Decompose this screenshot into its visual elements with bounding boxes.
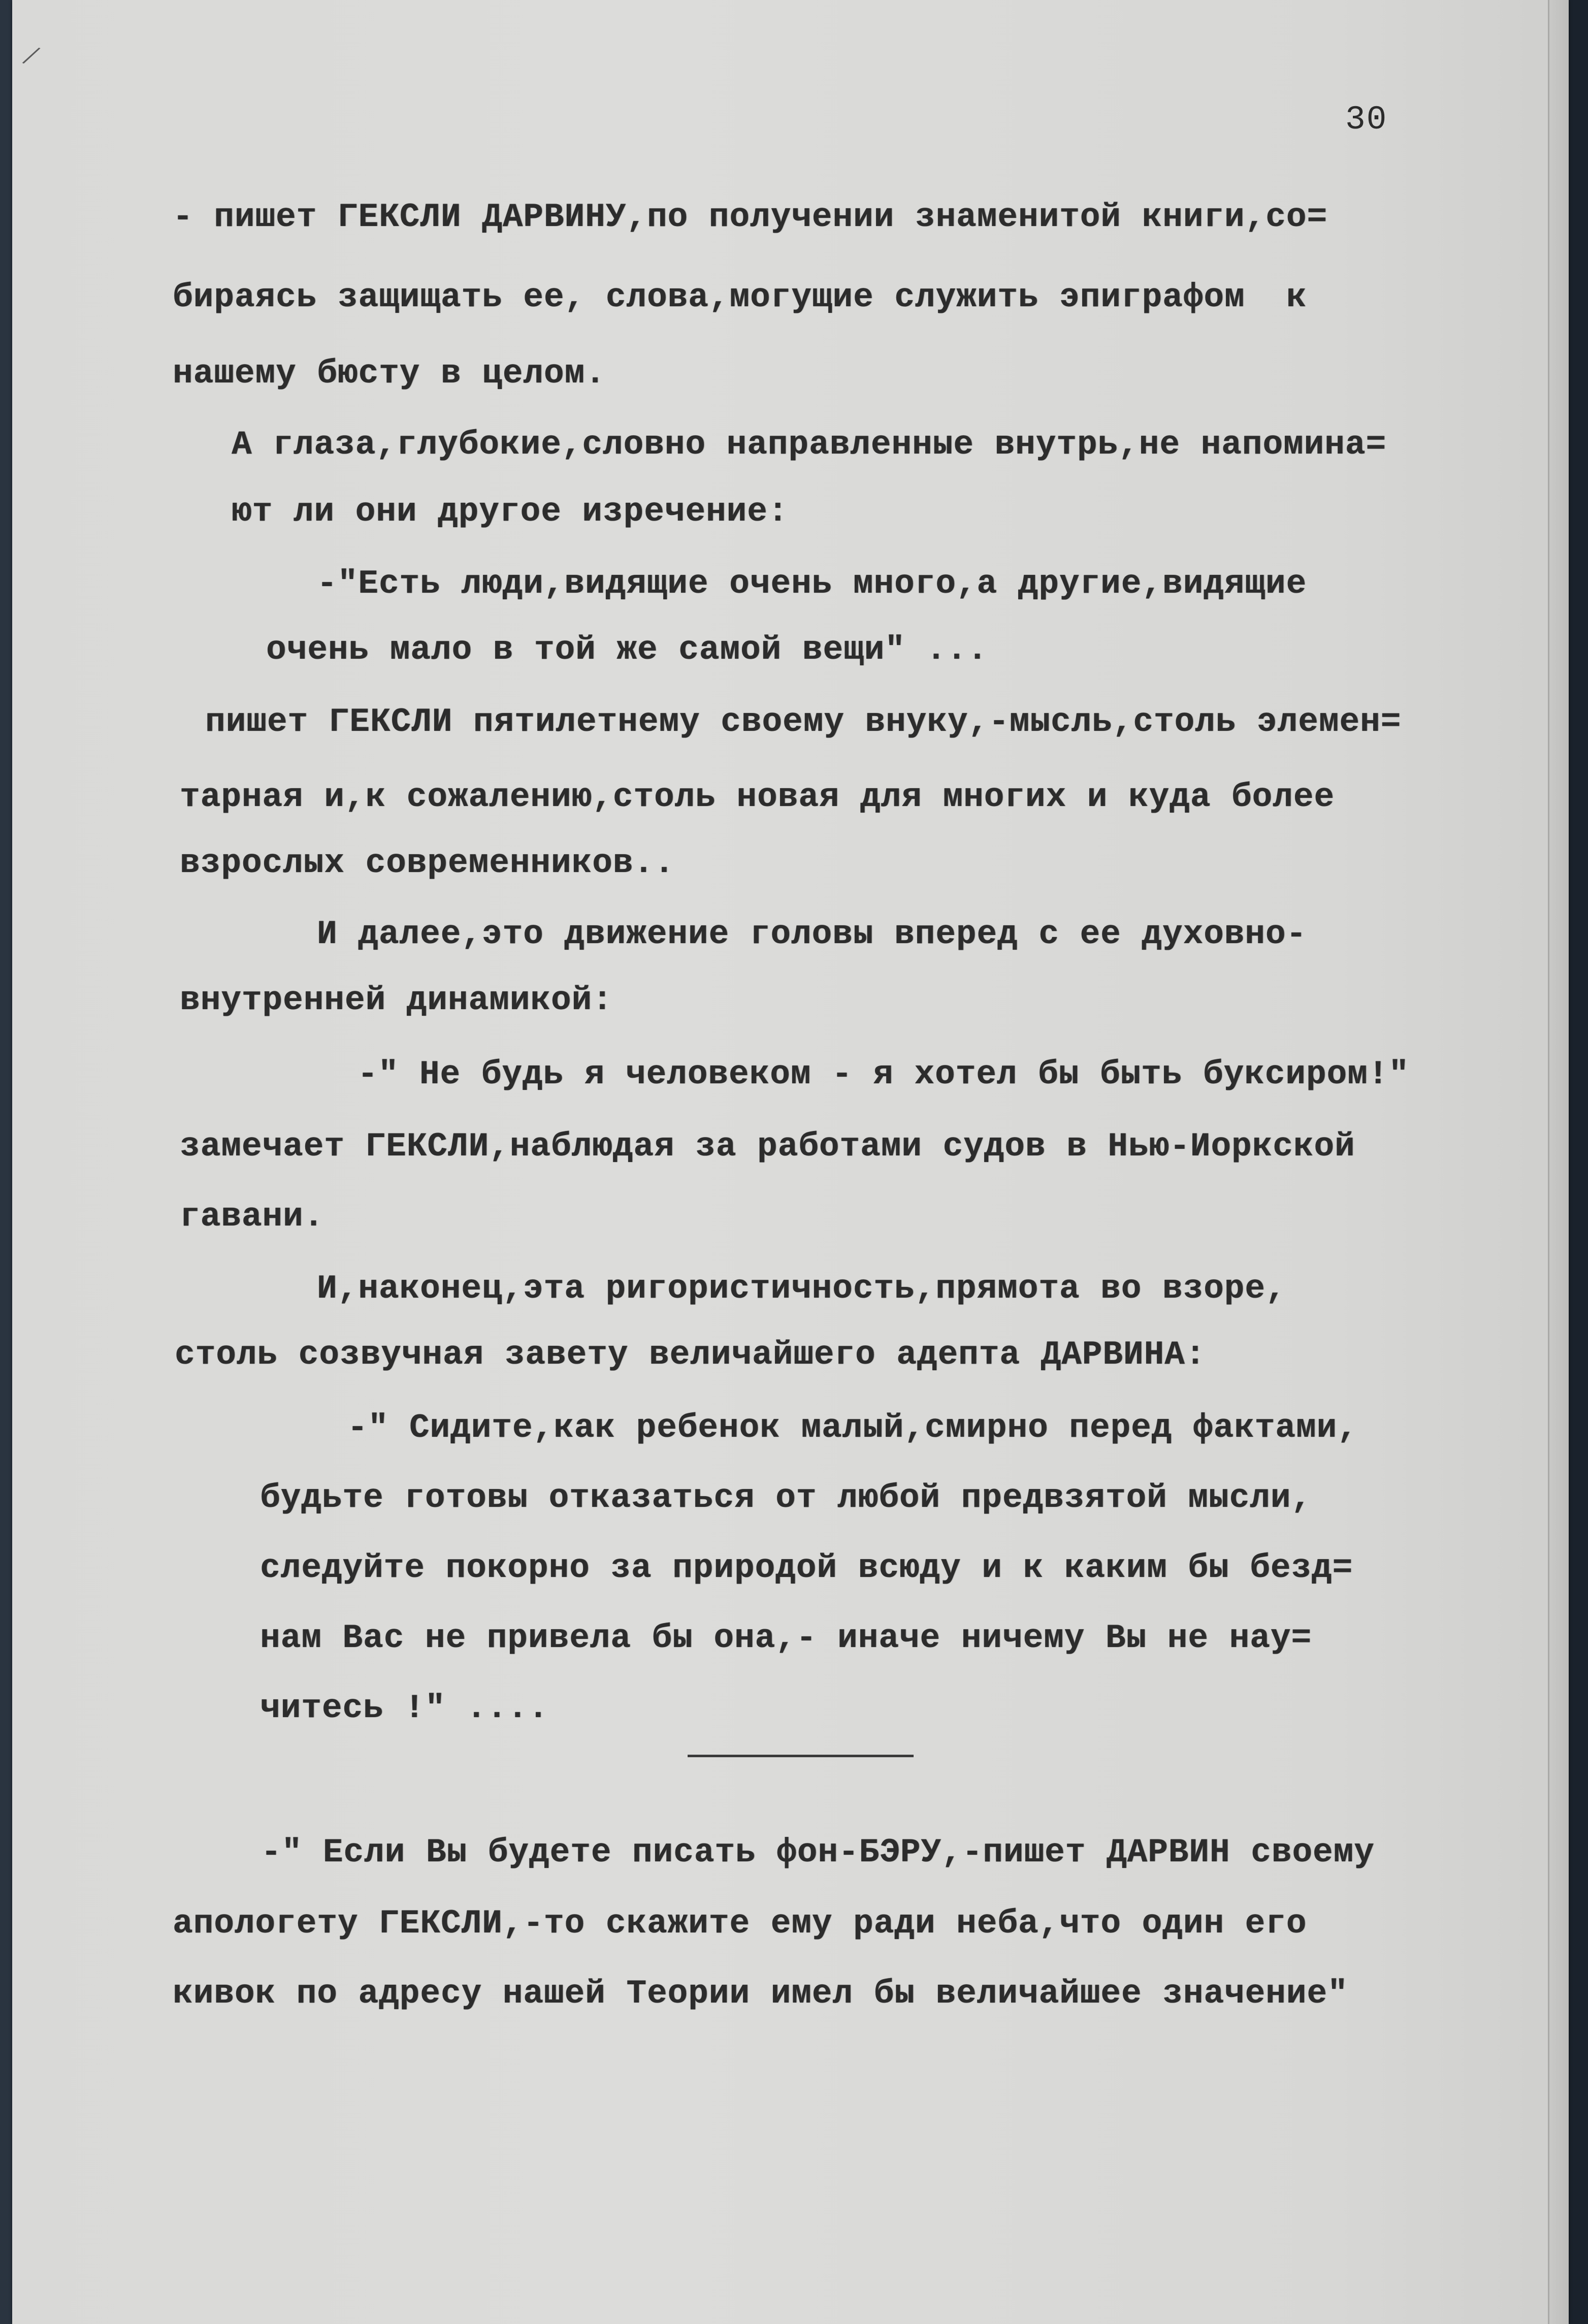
text-line: И,наконец,эта ригористичность,прямота во взоре, [317,1270,1286,1308]
text-line: И далее,это движение головы вперед с ее духовно- [317,915,1307,953]
text-line: пишет ГЕКСЛИ пятилетнему своему внуку,-мысль,столь элемен= [205,703,1402,741]
text-line: А глаза,глубокие,словно направленные внутрь,не напомина= [232,426,1386,464]
quote-line: следуйте покорно за природой всюду и к каким бы безд= [260,1549,1353,1587]
text-line: столь созвучная завету величайшего адепта ДАРВИНА: [175,1336,1206,1374]
text-line: кивок по адресу нашей Теории имел бы величайшее значение" [173,1975,1348,2013]
quote-line: очень мало в той же самой вещи" ... [266,631,988,669]
quote-line: читесь !" .... [260,1689,549,1727]
quote-line: нам Вас не привела бы она,- иначе ничему Вы не нау= [260,1619,1312,1657]
text-line: внутренней динамикой: [180,981,613,1019]
text-line: апологету ГЕКСЛИ,-то скажите ему ради неба,что один его [173,1905,1307,1943]
quote-line: -" Сидите,как ребенок малый,смирно перед фактами, [347,1409,1358,1447]
quote-line: -" Не будь я человеком - я хотел бы быть буксиром!" [358,1055,1409,1093]
quote-line: -"Есть люди,видящие очень много,а другие,видящие [317,565,1307,603]
text-line: -" Если Вы будете писать фон-БЭРУ,-пишет ДАРВИН своему [261,1833,1375,1871]
text-line: гавани. [180,1198,325,1236]
text-line: ют ли они другое изречение: [232,493,789,531]
page-number: 30 [1345,101,1388,139]
typewritten-page [12,0,1569,2324]
page-edge [1548,0,1569,2324]
corner-pencil-mark: ⁄ [16,38,45,78]
text-line: взрослых современников.. [180,844,675,882]
text-line: тарная и,к сожалению,столь новая для многих и куда более [180,778,1335,816]
text-line: нашему бюсту в целом. [173,354,606,393]
text-line: - пишет ГЕКСЛИ ДАРВИНУ,по получении знаменитой книги,со= [173,198,1327,236]
text-line: бираясь защищать ее, слова,могущие служить эпиграфом к [173,278,1307,316]
text-line: замечает ГЕКСЛИ,наблюдая за работами судов в Нью-Иоркской [180,1127,1355,1166]
section-divider [688,1755,914,1757]
quote-line: будьте готовы отказаться от любой предвзятой мысли, [260,1479,1312,1517]
